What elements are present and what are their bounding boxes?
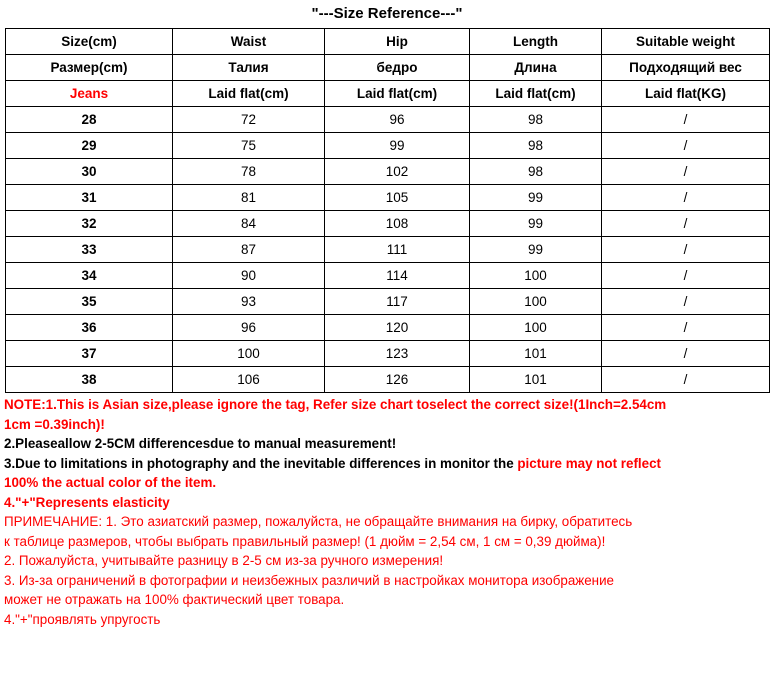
product-type-label: Jeans <box>6 81 173 107</box>
cell-size: 30 <box>6 159 173 185</box>
cell-size: 36 <box>6 315 173 341</box>
cell-weight: / <box>602 237 770 263</box>
measure-label-waist: Laid flat(cm) <box>173 81 325 107</box>
cell-size: 34 <box>6 263 173 289</box>
note-ru-line-1: ПРИМЕЧАНИЕ: 1. Это азиатский размер, пожалуйста, не обращайте внимания на бирку, обратитесь <box>4 514 633 529</box>
cell-waist: 72 <box>173 107 325 133</box>
note-ru-line-3b: может не отражать на 100% фактический цвет товара. <box>4 592 345 607</box>
table-row <box>6 159 770 185</box>
cell-weight: / <box>602 263 770 289</box>
column-header-waist: Waist <box>173 29 325 55</box>
cell-length: 101 <box>470 367 602 393</box>
page-title: "---Size Reference---" <box>311 5 463 22</box>
cell-hip: 123 <box>325 341 470 367</box>
note-en-line-3 <box>4 454 770 474</box>
table-row <box>6 341 770 367</box>
cell-size: 35 <box>6 289 173 315</box>
cell-size: 28 <box>6 107 173 133</box>
note-en-line-1: NOTE:1.This is Asian size,please ignore the tag, Refer size chart toselect the correct size!(1Inch=2.54cm <box>4 397 667 412</box>
note-ru-line-1b: к таблице размеров, чтобы выбрать правильный размер! (1 дюйм = 2,54 см, 1 см = 0,39 дюйма)! <box>4 533 606 549</box>
cell-length: 100 <box>470 289 602 315</box>
table-row <box>6 263 770 289</box>
column-header-suitable-weight: Suitable weight <box>602 29 770 55</box>
column-header-length-ru: Длина <box>470 55 602 81</box>
cell-waist: 100 <box>173 341 325 367</box>
table-row <box>6 185 770 211</box>
cell-hip: 126 <box>325 367 470 393</box>
cell-weight: / <box>602 107 770 133</box>
note-en-line-2: 2.Pleaseallow 2-5CM differencesdue to manual measurement! <box>4 436 397 451</box>
cell-waist: 81 <box>173 185 325 211</box>
cell-length: 98 <box>470 133 602 159</box>
table-header-row-en <box>6 29 770 55</box>
cell-waist: 90 <box>173 263 325 289</box>
cell-waist: 75 <box>173 133 325 159</box>
cell-hip: 117 <box>325 289 470 315</box>
cell-size: 32 <box>6 211 173 237</box>
cell-weight: / <box>602 315 770 341</box>
cell-hip: 105 <box>325 185 470 211</box>
cell-hip: 99 <box>325 133 470 159</box>
measure-label-weight: Laid flat(KG) <box>602 81 770 107</box>
cell-weight: / <box>602 289 770 315</box>
cell-hip: 108 <box>325 211 470 237</box>
cell-weight: / <box>602 159 770 185</box>
table-row <box>6 237 770 263</box>
table-header-row-measure <box>6 81 770 107</box>
column-header-size-ru: Размер(cm) <box>6 55 173 81</box>
table-row <box>6 211 770 237</box>
cell-waist: 106 <box>173 367 325 393</box>
cell-size: 38 <box>6 367 173 393</box>
cell-length: 99 <box>470 211 602 237</box>
note-en-line-1b: 1cm =0.39inch)! <box>4 416 105 432</box>
cell-hip: 120 <box>325 315 470 341</box>
cell-weight: / <box>602 211 770 237</box>
table-row <box>6 367 770 393</box>
cell-length: 100 <box>470 263 602 289</box>
cell-waist: 78 <box>173 159 325 185</box>
cell-hip: 96 <box>325 107 470 133</box>
notes-section <box>0 393 774 629</box>
cell-weight: / <box>602 367 770 393</box>
note-en-line-3-part-b: picture may not reflect <box>517 455 661 471</box>
cell-size: 31 <box>6 185 173 211</box>
column-header-hip: Hip <box>325 29 470 55</box>
note-ru-line-2: 2. Пожалуйста, учитывайте разницу в 2-5 см из-за ручного измерения! <box>4 553 444 568</box>
table-row <box>6 133 770 159</box>
note-en-line-3-part-a: 3.Due to limitations in photography and the inevitable differences in monitor the <box>4 455 518 471</box>
note-ru-line-3: 3. Из-за ограничений в фотографии и неизбежных различий в настройках монитора изображение <box>4 572 615 588</box>
cell-size: 37 <box>6 341 173 367</box>
measure-label-hip: Laid flat(cm) <box>325 81 470 107</box>
table-row <box>6 289 770 315</box>
column-header-length: Length <box>470 29 602 55</box>
table-header-row-ru <box>6 55 770 81</box>
cell-waist: 93 <box>173 289 325 315</box>
cell-length: 101 <box>470 341 602 367</box>
cell-weight: / <box>602 185 770 211</box>
column-header-suitable-weight-ru: Подходящий вес <box>602 55 770 81</box>
cell-hip: 111 <box>325 237 470 263</box>
table-row <box>6 107 770 133</box>
note-en-line-4: 4."+"Represents elasticity <box>4 494 170 510</box>
note-ru-line-4: 4."+"проявлять упругость <box>4 611 161 627</box>
cell-waist: 96 <box>173 315 325 341</box>
cell-length: 99 <box>470 185 602 211</box>
cell-waist: 84 <box>173 211 325 237</box>
cell-length: 100 <box>470 315 602 341</box>
cell-length: 98 <box>470 159 602 185</box>
cell-hip: 114 <box>325 263 470 289</box>
column-header-hip-ru: бедро <box>325 55 470 81</box>
cell-length: 99 <box>470 237 602 263</box>
measure-label-length: Laid flat(cm) <box>470 81 602 107</box>
column-header-size: Size(cm) <box>6 29 173 55</box>
cell-weight: / <box>602 133 770 159</box>
column-header-waist-ru: Талия <box>173 55 325 81</box>
cell-size: 29 <box>6 133 173 159</box>
cell-length: 98 <box>470 107 602 133</box>
cell-waist: 87 <box>173 237 325 263</box>
cell-size: 33 <box>6 237 173 263</box>
note-en-line-3-part-c: 100% the actual color of the item. <box>4 475 217 490</box>
cell-hip: 102 <box>325 159 470 185</box>
size-chart-table <box>5 28 770 393</box>
cell-weight: / <box>602 341 770 367</box>
table-row <box>6 315 770 341</box>
